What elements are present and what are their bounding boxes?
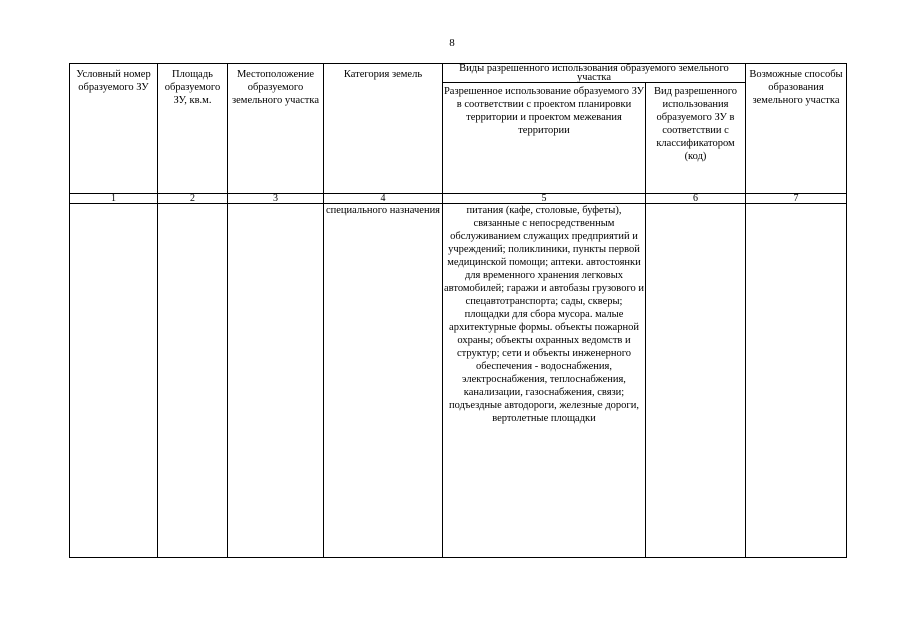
- header-permitted-use-classifier: Вид разрешенного использования образуемого ЗУ в соответствии с классификатором (код): [646, 83, 746, 194]
- column-number-1: 1: [70, 194, 158, 204]
- table-row: [70, 204, 847, 558]
- column-number-7: 7: [746, 194, 847, 204]
- cell-permitted-use-classifier: [646, 204, 746, 558]
- land-plot-table: [69, 63, 847, 558]
- column-number-6: 6: [646, 194, 746, 204]
- header-formation-methods: Возможные способы образования земельного участка: [746, 64, 847, 194]
- cell-plot-number: [70, 204, 158, 558]
- column-number-4: 4: [324, 194, 443, 204]
- header-plot-number: Условный номер образуемого ЗУ: [70, 64, 158, 194]
- cell-plot-location: [228, 204, 324, 558]
- column-number-5: 5: [443, 194, 646, 204]
- header-land-category: Категория земель: [324, 64, 443, 194]
- header-plot-location: Местоположение образуемого земельного участка: [228, 64, 324, 194]
- column-number-2: 2: [158, 194, 228, 204]
- column-number-3: 3: [228, 194, 324, 204]
- header-permitted-use-group: Виды разрешенного использования образуемого земельного участка: [443, 64, 746, 83]
- header-permitted-use-project: Разрешенное использование образуемого ЗУ в соответствии с проектом планировки территории и проектом межевания территории: [443, 83, 646, 194]
- cell-formation-methods: [746, 204, 847, 558]
- page-number: 8: [449, 37, 455, 49]
- cell-plot-area: [158, 204, 228, 558]
- cell-land-category: специального назначения: [324, 204, 443, 558]
- header-plot-area: Площадь образуемого ЗУ, кв.м.: [158, 64, 228, 194]
- cell-permitted-use-project: питания (кафе, столовые, буфеты), связанные с непосредственным обслуживанием служащих предприятий и учреждений; поликлиники, пункты первой медицинской помощи; аптеки. автостоянки для временного хранения легковых автомобилей; гаражи и автобазы грузового и спецавтотранспорта; сады, скверы; площадки для сбора мусора. малые архитектурные формы. объекты пожарной охраны; объекты охранных ведомств и структур; сети и объекты инженерного обеспечения - водоснабжения, электроснабжения, теплоснабжения, канализации, газоснабжения, связи; подъездные автодороги, железные дороги, вертолетные площадки: [443, 204, 646, 558]
